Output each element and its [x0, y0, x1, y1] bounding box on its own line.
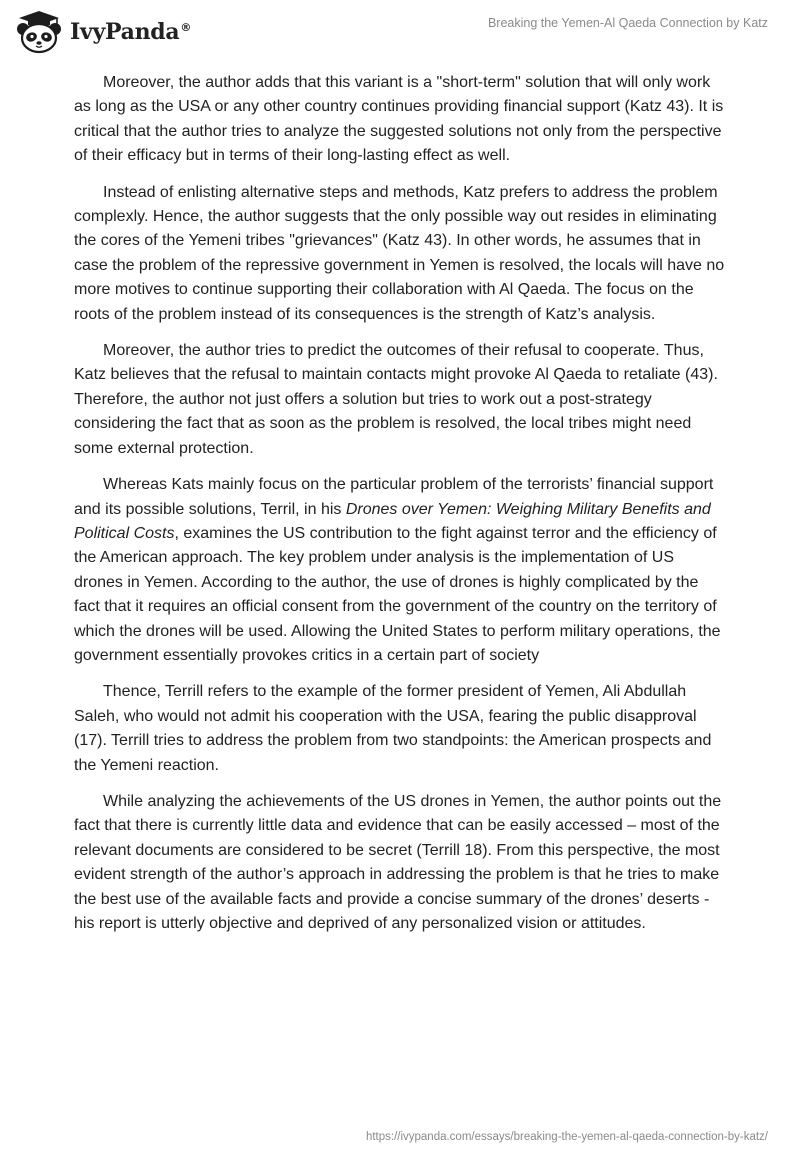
panda-graduate-icon: [14, 9, 64, 55]
paragraph: Instead of enlisting alternative steps and methods, Katz prefers to address the problem complexly. Hence, the author suggests that the only possible way out resides in eliminating the cores of the Yemeni tribes "grievances" (Katz 43). In other words, he assumes that in case the problem of the repressive government in Yemen is resolved, the locals will have no more motives to continue supporting their collaboration with Al Qaeda. The focus on the roots of the problem instead of its consequences is the strength of Katz’s analysis.: [74, 183, 725, 323]
paragraph: Moreover, the author tries to predict the outcomes of their refusal to cooperate. Thus, Katz believes that the refusal to maintain contacts might provoke Al Qaeda to retaliate (43). Therefore, the author not just offers a solution but tries to work out a post-strategy considering the fact that as soon as the problem is resolved, the local tribes might need some external protection.: [74, 342, 718, 457]
paragraph: While analyzing the achievements of the US drones in Yemen, the author points out the fact that there is currently little data and evidence that can be easily accessed – most of the relevant documents are considered to be secret (Terrill 18). From this perspective, the most evident strength of the author’s approach in addressing the problem is that he tries to make the best use of the available facts and provide a concise summary of the drones’ deserts - his report is utterly objective and deprived of any personalized vision or attitudes.: [74, 792, 722, 932]
document-title: Breaking the Yemen-Al Qaeda Connection by Katz: [487, 16, 768, 30]
paragraph: Thence, Terrill refers to the example of the former president of Yemen, Ali Abdullah Saleh, who would not admit his cooperation with the USA, fearing the public disapproval (17). Terrill tries to address the problem from two standpoints: the American prospects and the Yemeni reaction.: [74, 683, 712, 774]
brand-logo[interactable]: [14, 9, 191, 55]
paragraph-text: Whereas Kats mainly focus on the particular problem of the terrorists’ financial support and its possible solutions, Terril, in his: [74, 476, 714, 518]
page-header: [0, 0, 800, 62]
paragraph-text: , examines the US contribution to the fight against terror and the efficiency of the American approach. The key problem under analysis is the implementation of US drones in Yemen. According to the author, the use of drones is highly complicated by the fact that it requires an official consent from the government of the country on the territory of which the drones will be used. Allowing the United States to perform military operations, the government essentially provokes critics in a certain part of society: [74, 524, 721, 664]
brand-name: IvyPanda®: [70, 19, 192, 45]
essay-body: [74, 71, 726, 948]
paragraph: [74, 473, 726, 668]
cited-work-title: Drones over Yemen: Weighing Military Benefits and Political Costs: [74, 500, 711, 542]
source-url[interactable]: https://ivypanda.com/essays/breaking-the-yemen-al-qaeda-connection-by-katz/: [365, 1131, 768, 1143]
paragraph: Moreover, the author adds that this variant is a "short-term" solution that will only work as long as the USA or any other country continues providing financial support (Katz 43). It is critical that the author tries to analyze the suggested solutions not only from the perspective of their efficacy but in terms of their long-lasting effect as well.: [74, 74, 724, 165]
